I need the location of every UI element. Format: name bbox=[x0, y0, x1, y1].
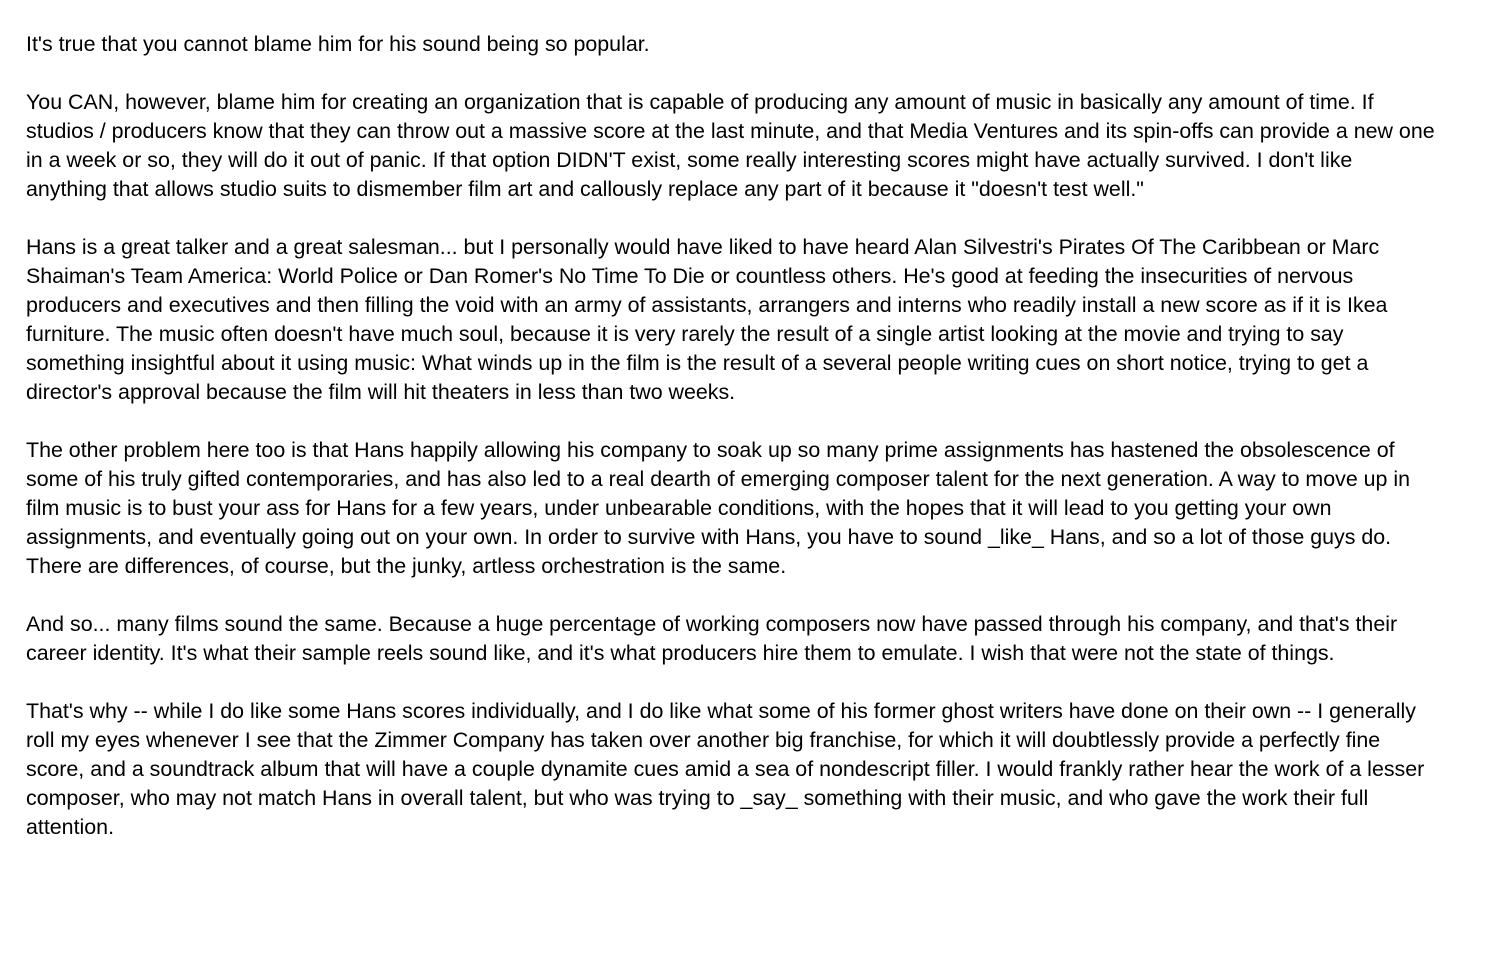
paragraph-other-problem: The other problem here too is that Hans happily allowing his company to soak up so many prime assignments has hastened the obsolescence of some of his truly gifted contemporaries, and has also led to a real dearth of emerging composer talent for the next generation. A way to move up in film music is to bust your ass for Hans for a few years, under unbearable conditions, with the hopes that it will lead to you getting your own assignments, and eventually going out on your own. In order to survive with Hans, you have to sound _like_ Hans, and so a lot of those guys do. There are differences, of course, but the junky, artless orchestration is the same. bbox=[26, 438, 1411, 578]
paragraph-thats-why: That's why -- while I do like some Hans scores individually, and I do like what some of his former ghost writers have done on their own -- I generally roll my eyes whenever I see that the Zimmer Company has taken over another big franchise, for which it will doubtlessly provide a perfectly fine score, and a soundtrack album that will have a couple dynamite cues amid a sea of nondescript filler. I would frankly rather hear the work of a lesser composer, who may not match Hans in overall talent, but who was trying to _say_ something with their music, and who gave the work their full attention. bbox=[26, 699, 1425, 839]
paragraph-films-sound-same: And so... many films sound the same. Because a huge percentage of working composers now have passed through his company, and that's their career identity. It's what their sample reels sound like, and it's what producers hire them to emulate. I wish that were not the state of things. bbox=[26, 612, 1398, 665]
paragraph-organization-blame: You CAN, however, blame him for creating an organization that is capable of producing any amount of music in basically any amount of time. If studios / producers know that they can throw out a massive score at the last minute, and that Media Ventures and its spin-offs can provide a new one in a week or so, they will do it out of panic. If that option DIDN'T exist, some really interesting scores might have actually survived. I don't like anything that allows studio suits to dismember film art and callously replace any part of it because it "doesn't test well." bbox=[26, 90, 1435, 201]
paragraph-sound-popular: It's true that you cannot blame him for his sound being so popular. bbox=[26, 32, 650, 56]
paragraph-hans-salesman: Hans is a great talker and a great salesman... but I personally would have liked to have heard Alan Silvestri's Pirates Of The Caribbean or Marc Shaiman's Team America: World Police or Dan Romer's No Time To Die or countless others. He's good at feeding the insecurities of nervous producers and executives and then filling the void with an army of assistants, arrangers and interns who readily install a new score as if it is Ikea furniture. The music often doesn't have much soul, because it is very rarely the result of a single artist looking at the movie and trying to say something insightful about it using music: What winds up in the film is the result of a several people writing cues on short notice, trying to get a director's approval because the film will hit theaters in less than two weeks. bbox=[26, 235, 1388, 404]
post-body bbox=[26, 30, 1436, 842]
